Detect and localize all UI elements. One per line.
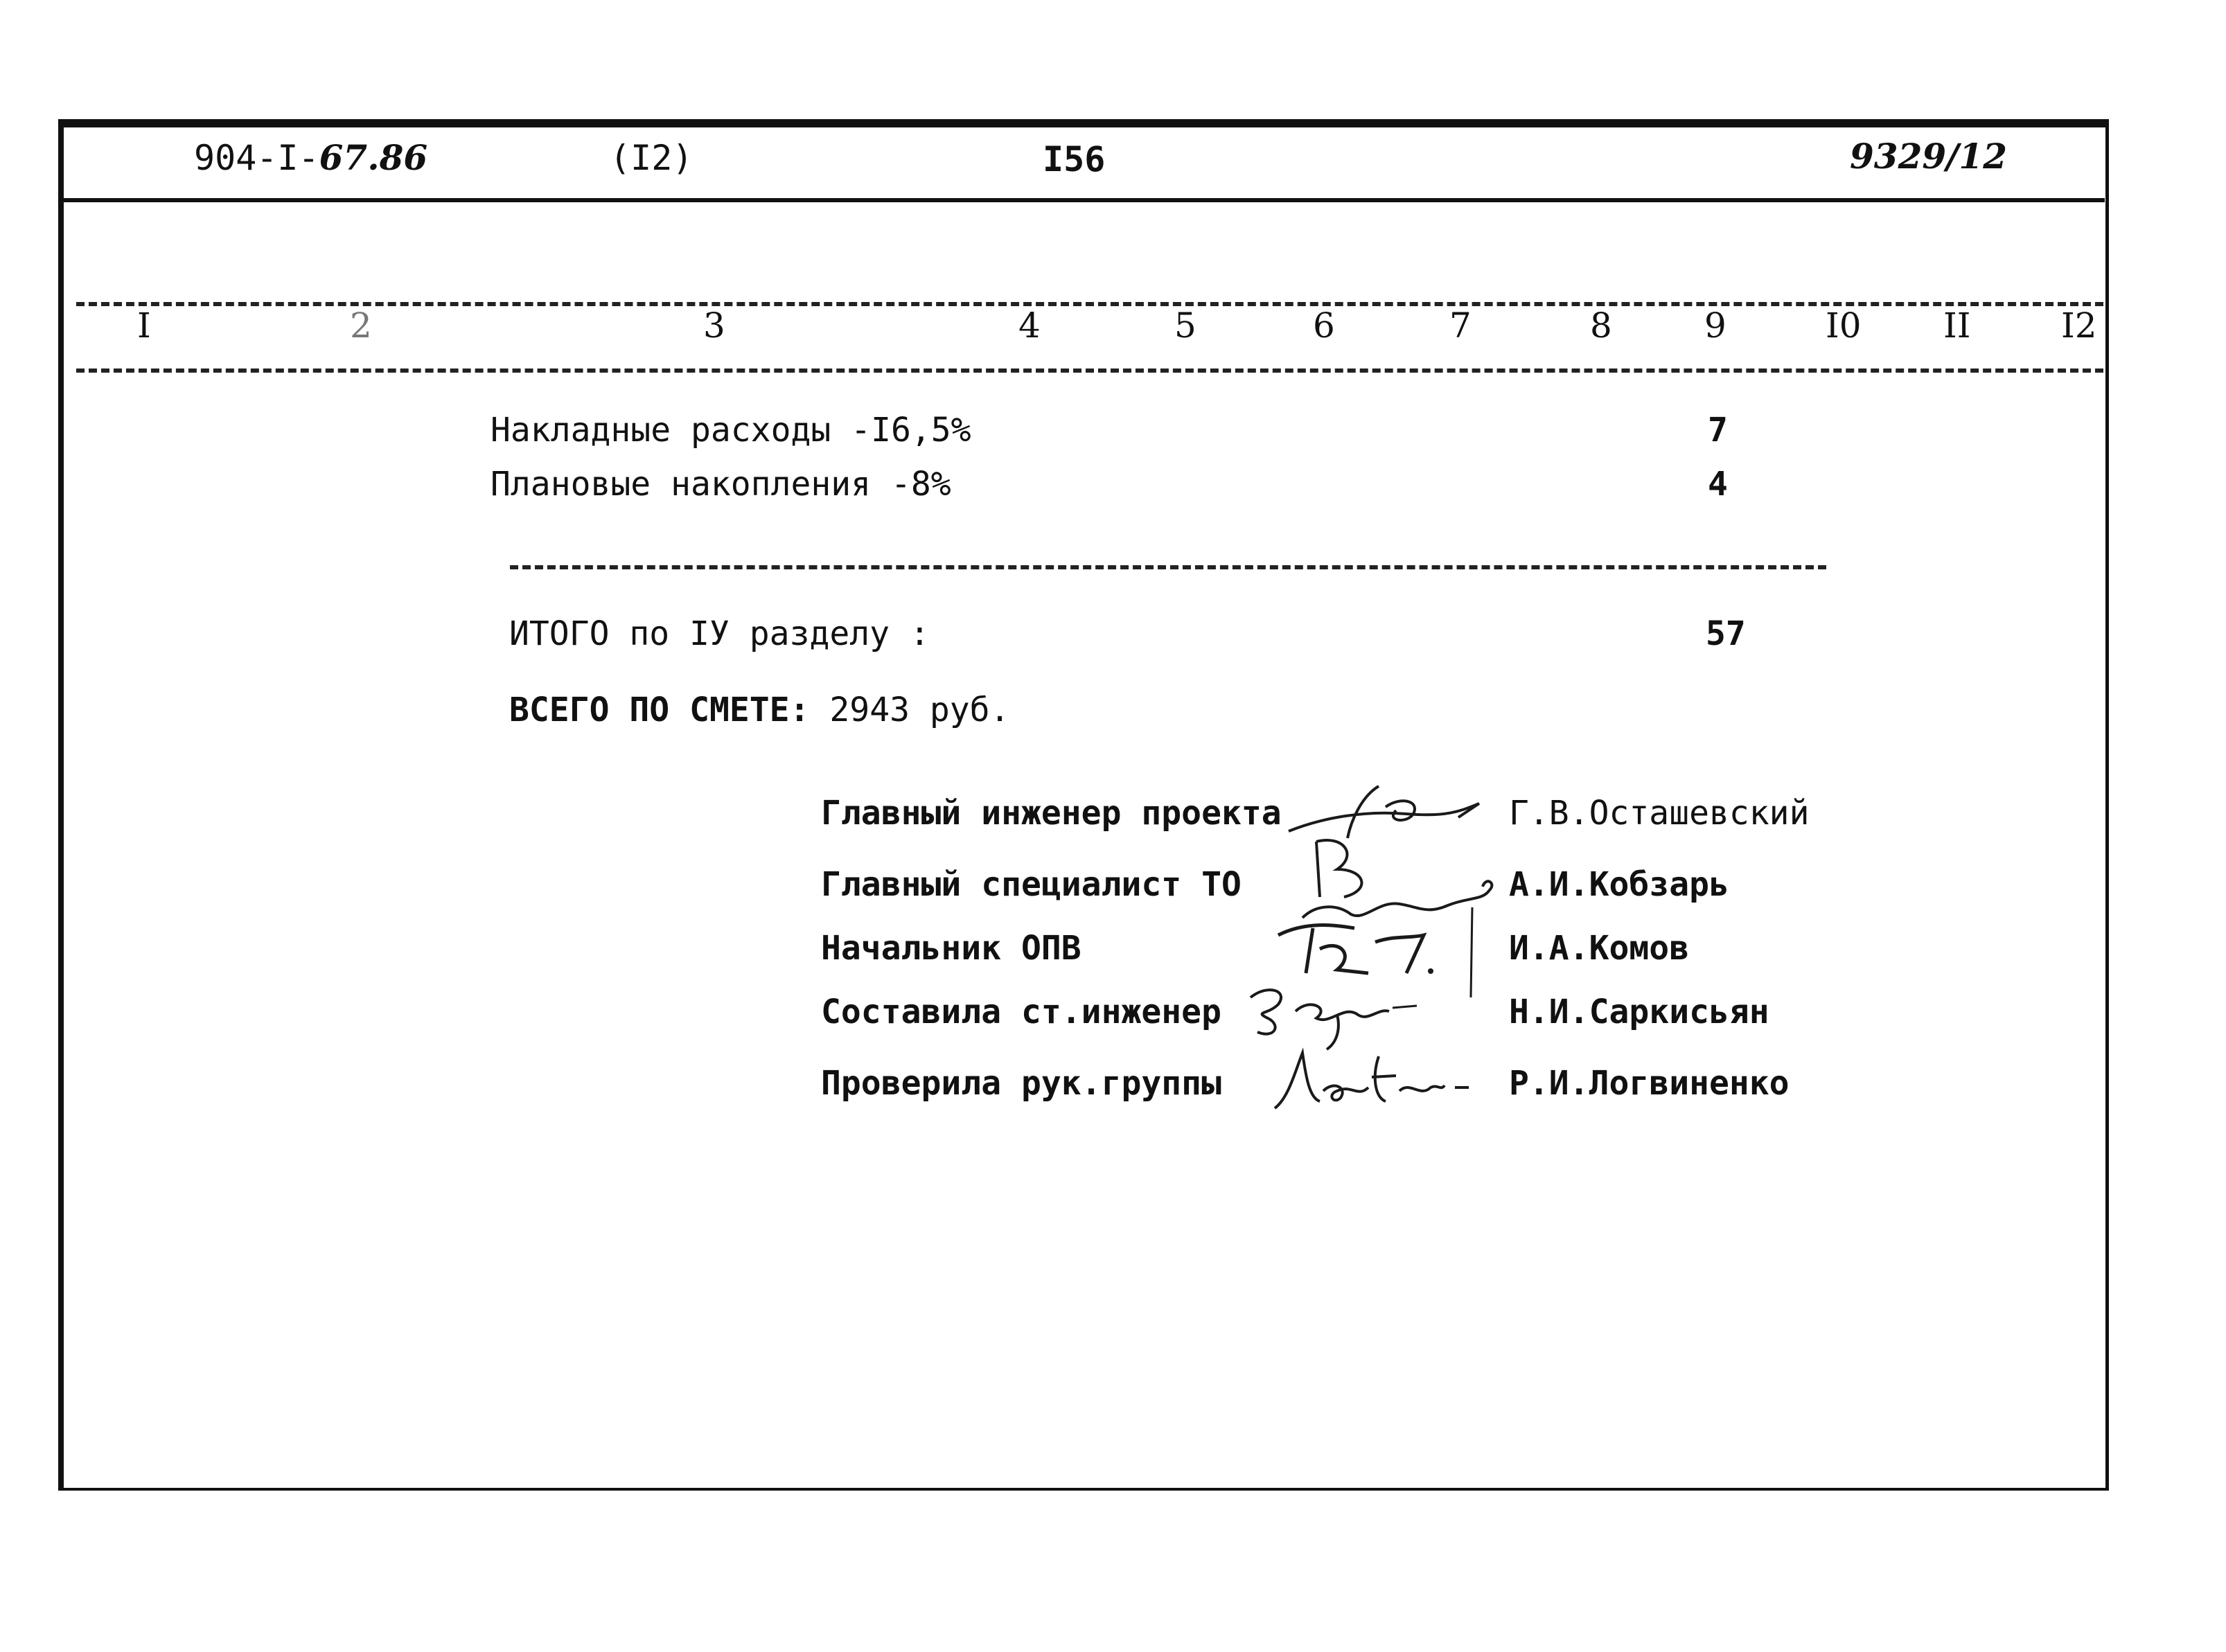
- grand-total: [509, 690, 1009, 730]
- grand-total-label: ВСЕГО ПО СМЕТЕ:: [509, 691, 810, 729]
- column-number-5: 5: [1174, 305, 1196, 346]
- column-number-10: I0: [1826, 305, 1862, 346]
- column-row-bottom-rule: [76, 368, 2103, 373]
- column-number-8: 8: [1590, 305, 1612, 346]
- signature-role-2: Главный специалист ТО: [821, 865, 1242, 904]
- column-number-11: II: [1943, 305, 1971, 346]
- signature-name-4: Н.И.Саркисьян: [1509, 993, 1769, 1031]
- section-total-value: 57: [1706, 614, 1746, 653]
- signature-name-1: Г.В.Осташевский: [1509, 794, 1810, 833]
- column-row-top-rule: [76, 302, 2103, 306]
- doc-code-handwritten: 67.86: [319, 137, 428, 178]
- row-planned-savings-value: 4: [1708, 465, 1728, 504]
- column-number-12: I2: [2061, 305, 2097, 346]
- column-number-3: 3: [703, 305, 725, 346]
- row-overhead-label: Накладные расходы -I6,5%: [491, 411, 971, 450]
- handwritten-signature-4: [1240, 977, 1427, 1053]
- row-planned-savings-label: Плановые накопления -8%: [491, 465, 951, 504]
- page-number: I56: [1043, 139, 1106, 179]
- header-divider: [64, 198, 2105, 202]
- column-number-2: 2: [350, 305, 372, 346]
- subtotal-rule: [510, 565, 1826, 569]
- column-number-9: 9: [1704, 305, 1726, 346]
- signature-role-4: Составила ст.инженер: [821, 993, 1221, 1031]
- doc-code-typed: 904-I-: [194, 138, 319, 178]
- row-overhead-value: 7: [1708, 411, 1728, 450]
- grand-total-value: 2943 руб.: [829, 691, 1010, 729]
- doc-code: [194, 137, 427, 179]
- signature-name-5: Р.И.Логвиненко: [1509, 1064, 1790, 1103]
- signature-name-2: А.И.Кобзарь: [1509, 865, 1729, 904]
- column-number-6: 6: [1313, 305, 1335, 346]
- column-number-4: 4: [1018, 305, 1041, 346]
- column-number-1: I: [137, 305, 151, 346]
- signature-role-1: Главный инженер проекта: [821, 794, 1282, 833]
- signature-role-3: Начальник ОПВ: [821, 929, 1081, 968]
- signature-name-3: И.А.Комов: [1509, 929, 1690, 968]
- column-number-7: 7: [1449, 305, 1472, 346]
- signature-role-5: Проверила рук.группы: [821, 1064, 1221, 1103]
- part-number: (I2): [610, 138, 694, 178]
- section-total-label: ИТОГО по IУ разделу :: [509, 614, 930, 653]
- handwritten-signature-5: [1268, 1042, 1476, 1119]
- sheet-reference: 9329/12: [1850, 136, 2008, 177]
